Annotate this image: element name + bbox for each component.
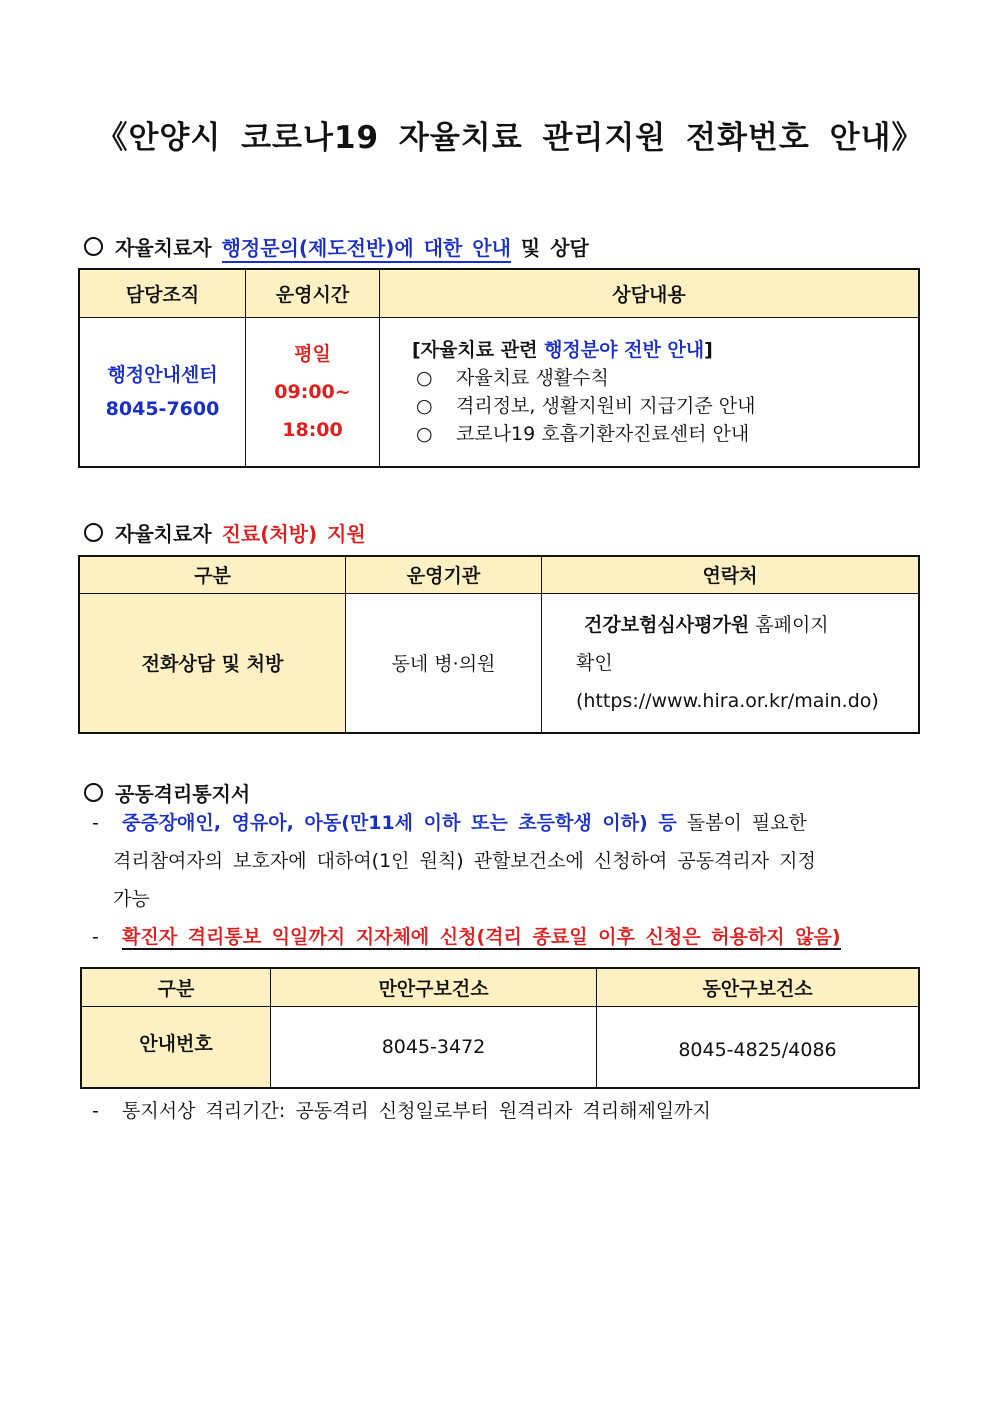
- content-heading-highlight: 행정분야 전반 안내: [544, 338, 705, 361]
- note1-line3: 가능: [113, 888, 150, 910]
- list-item: [412, 420, 918, 448]
- row-label: 안내번호: [81, 1006, 271, 1088]
- contact-cell: [542, 593, 920, 733]
- circle-bullet-icon: [84, 237, 103, 256]
- header-institution: 운영기관: [346, 556, 542, 593]
- section1-heading-highlight: 행정문의(제도전반)에 대한 안내: [222, 236, 511, 263]
- content-heading-open: [자율치료 관련: [412, 338, 538, 361]
- header-category: 구분: [79, 556, 346, 593]
- section1-heading-prefix: 자율치료자: [115, 236, 212, 260]
- note1: [92, 804, 932, 918]
- header-hours: 운영시간: [246, 269, 380, 317]
- header-manan: 만안구보건소: [271, 968, 597, 1006]
- health-center-table: [80, 967, 920, 1089]
- footnote-text: 통지서상 격리기간: 공동격리 신청일로부터 원격리자 격리해제일까지: [122, 1100, 711, 1122]
- bullet-text: 코로나19 호흡기환자진료센터 안내: [456, 422, 750, 445]
- hours-start: 09:00~: [274, 380, 351, 403]
- note2-highlight: 확진자 격리통보 익일까지 지자체에 신청(격리 종료일 이후 신청은 허용하지 않음): [122, 926, 841, 948]
- header-content: 상담내용: [380, 269, 920, 317]
- list-item: [412, 392, 918, 420]
- section1-heading: [84, 232, 589, 261]
- contact-url: (https://www.hira.or.kr/main.do): [576, 689, 879, 712]
- section2-heading-prefix: 자율치료자: [115, 522, 212, 546]
- list-item: [412, 364, 918, 392]
- dongan-phone: 8045-4825/4086: [597, 1006, 920, 1088]
- circle-bullet-icon: [84, 783, 103, 802]
- dash-bullet: -: [92, 812, 99, 834]
- page-title: 《안양시 코로나19 자율치료 관리지원 전화번호 안내》: [96, 120, 924, 156]
- header-category: 구분: [81, 968, 271, 1006]
- manan-phone: 8045-3472: [271, 1006, 597, 1088]
- footnote: [92, 1092, 711, 1130]
- section2-heading-highlight: 진료(처방) 지원: [221, 522, 366, 546]
- header-contact: 연락처: [542, 556, 920, 593]
- hours-end: 18:00: [282, 418, 343, 441]
- note2: [92, 918, 942, 956]
- header-dongan: 동안구보건소: [597, 968, 920, 1006]
- contact-homepage: 홈페이지: [755, 613, 829, 636]
- content-cell: [380, 317, 920, 467]
- note1-line2: 격리참여자의 보호자에 대하여(1인 원칙) 관할보건소에 신청하여 공동격리자 지정: [113, 850, 816, 872]
- admin-info-table: [78, 268, 920, 468]
- section3-heading: [84, 778, 250, 807]
- content-heading-close: ]: [704, 338, 713, 361]
- section3-heading-text: 공동격리통지서: [115, 782, 251, 806]
- bullet-text: 자율치료 생활수칙: [456, 366, 609, 389]
- circle-bullet-icon: ○: [416, 422, 433, 445]
- bullet-text: 격리정보, 생활지원비 지급기준 안내: [456, 394, 756, 417]
- contact-check: 확인: [576, 651, 613, 674]
- section1-heading-suffix: 및 상담: [520, 236, 589, 260]
- category-cell: 전화상담 및 처방: [79, 593, 346, 733]
- hours-cell: [246, 317, 380, 467]
- dash-bullet: -: [92, 1100, 99, 1122]
- circle-bullet-icon: [84, 523, 103, 542]
- circle-bullet-icon: ○: [416, 394, 433, 417]
- contact-org: 건강보험심사평가원: [584, 613, 750, 636]
- dash-bullet: -: [92, 926, 99, 948]
- content-heading: [412, 336, 918, 364]
- circle-bullet-icon: ○: [416, 366, 433, 389]
- treatment-table: [78, 555, 920, 734]
- institution-cell: 동네 병·의원: [346, 593, 542, 733]
- org-name: 행정안내센터: [107, 363, 218, 386]
- org-phone: 8045-7600: [105, 397, 220, 420]
- header-org: 담당조직: [79, 269, 246, 317]
- org-cell: [79, 317, 246, 467]
- note1-highlight: 중증장애인, 영유아, 아동(만11세 이하 또는 초등학생 이하) 등: [122, 812, 677, 834]
- hours-day: 평일: [294, 342, 331, 365]
- note1-rest: 돌봄이 필요한: [686, 812, 807, 834]
- section2-heading: [84, 518, 366, 547]
